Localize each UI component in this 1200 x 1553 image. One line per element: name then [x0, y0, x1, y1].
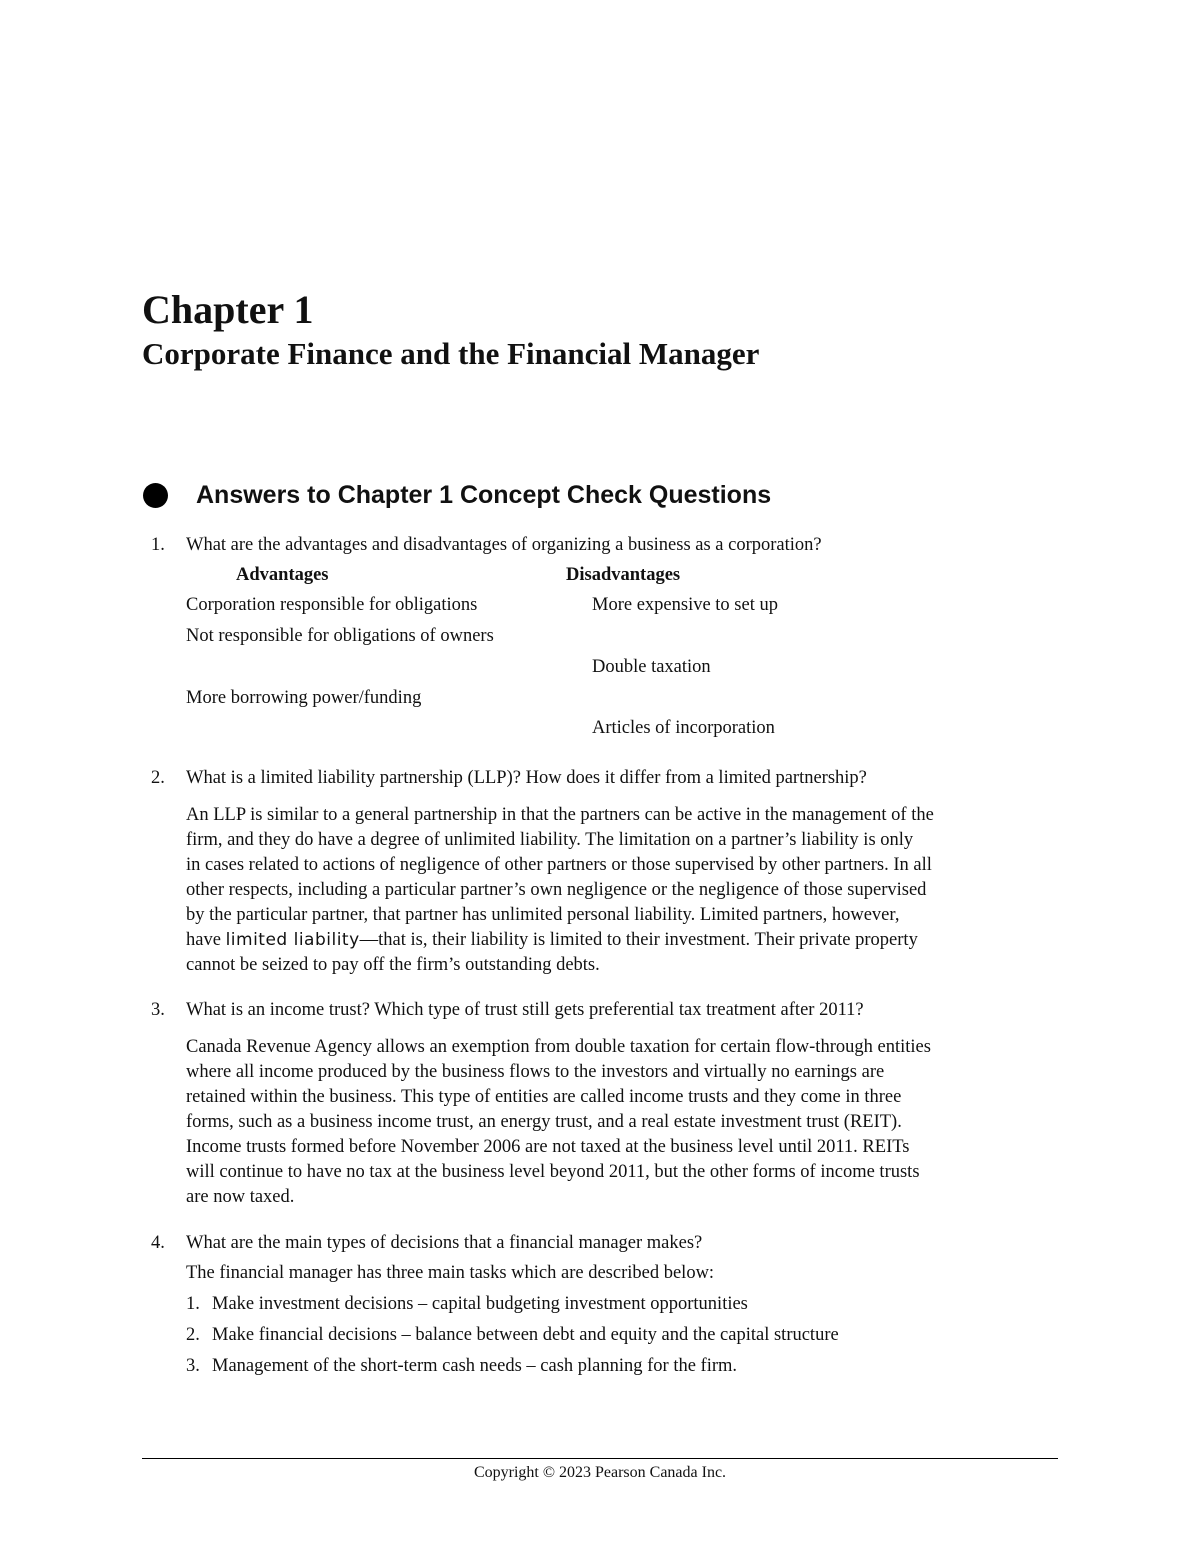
limited-liability-term: limited liability — [225, 930, 360, 950]
chapter-title: Corporate Finance and the Financial Manager — [142, 336, 760, 371]
task-text: Management of the short-term cash needs – cash planning for the firm. — [212, 1356, 738, 1376]
answer-text: —that is, their liability is limited to their investment. Their private property — [359, 930, 918, 950]
task-text: Make financial decisions – balance between debt and equity and the capital structure — [212, 1325, 839, 1345]
answer-intro: The financial manager has three main tasks which are described below: — [186, 1263, 715, 1283]
task-text: Make investment decisions – capital budgeting investment opportunities — [212, 1294, 748, 1314]
chapter-number: Chapter 1 — [142, 287, 314, 332]
question-text: What is a limited liability partnership (LLP)? How does it differ from a limited partnership? — [186, 768, 867, 788]
answer-line — [186, 928, 1066, 953]
disadvantage-item: Double taxation — [592, 657, 711, 677]
question-text: What is an income trust? Which type of trust still gets preferential tax treatment after 2011? — [186, 1000, 864, 1020]
advantages-header: Advantages — [236, 565, 329, 585]
answer-text: have — [186, 930, 226, 950]
answer-line: where all income produced by the business flows to the investors and virtually no earnings are — [186, 1062, 885, 1082]
advantage-item: More borrowing power/funding — [186, 688, 422, 708]
bullet-icon — [143, 483, 168, 508]
question-text: What are the advantages and disadvantages of organizing a business as a corporation? — [186, 535, 822, 555]
section-heading: Answers to Chapter 1 Concept Check Questions — [196, 481, 772, 509]
answer-line: An LLP is similar to a general partnership in that the partners can be active in the management of the — [186, 805, 934, 825]
answer-line: forms, such as a business income trust, an energy trust, and a real estate investment trust (REIT). — [186, 1112, 902, 1132]
question-number: 3. — [151, 1000, 165, 1020]
answer-line: firm, and they do have a degree of unlimited liability. The limitation on a partner’s liability is only — [186, 830, 914, 850]
answer-line: will continue to have no tax at the business level beyond 2011, but the other forms of income trusts — [186, 1162, 920, 1182]
answer-line: other respects, including a particular partner’s own negligence or the negligence of those supervised — [186, 880, 927, 900]
answer-line: Income trusts formed before November 2006 are not taxed at the business level until 2011. REITs — [186, 1137, 910, 1157]
advantage-item: Not responsible for obligations of owners — [186, 626, 494, 646]
question-number: 1. — [151, 535, 165, 555]
task-number: 3. — [186, 1356, 200, 1376]
answer-line: are now taxed. — [186, 1187, 295, 1207]
answer-line: in cases related to actions of negligence of other partners or those supervised by other partners. In all — [186, 855, 932, 875]
answer-line: cannot be seized to pay off the firm’s outstanding debts. — [186, 955, 600, 975]
question-text: What are the main types of decisions that a financial manager makes? — [186, 1233, 703, 1253]
disadvantage-item: Articles of incorporation — [592, 718, 775, 738]
disadvantage-item: More expensive to set up — [592, 595, 778, 615]
disadvantages-header: Disadvantages — [566, 565, 681, 585]
answer-line: by the particular partner, that partner has unlimited personal liability. Limited partners, however, — [186, 905, 900, 925]
task-number: 2. — [186, 1325, 200, 1345]
task-number: 1. — [186, 1294, 200, 1314]
answer-paragraph — [186, 1035, 1066, 1210]
footer-divider — [142, 1458, 1058, 1459]
answer-line: Canada Revenue Agency allows an exemption from double taxation for certain flow-through entities — [186, 1037, 931, 1057]
answer-paragraph — [186, 803, 1066, 978]
question-number: 2. — [151, 768, 165, 788]
answer-line: retained within the business. This type of entities are called income trusts and they come in three — [186, 1087, 902, 1107]
advantage-item: Corporation responsible for obligations — [186, 595, 478, 615]
question-number: 4. — [151, 1233, 165, 1253]
copyright-footer: Copyright © 2023 Pearson Canada Inc. — [473, 1464, 727, 1481]
